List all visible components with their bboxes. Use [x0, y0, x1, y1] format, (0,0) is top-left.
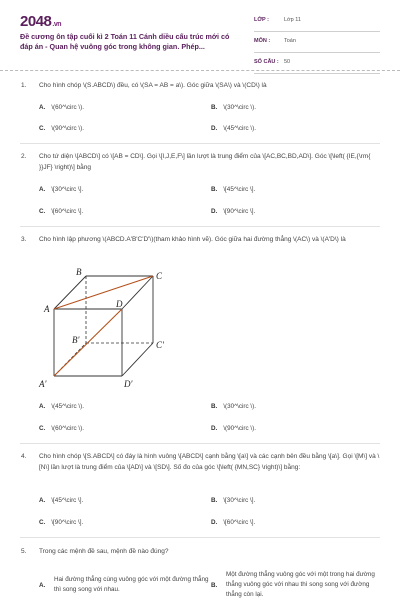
document-title: Đề cương ôn tập cuối kì 2 Toán 11 Cánh diều cấu trúc mới có đáp án - Quan hệ vuông góc trong không gian. Phép... [20, 32, 230, 51]
document-meta [254, 14, 380, 77]
option-key: B. [211, 582, 218, 589]
option-text: \[30^\circ \]. [223, 497, 256, 504]
option-b[interactable] [211, 186, 255, 193]
site-logo[interactable] [20, 13, 61, 30]
option-key: C. [39, 125, 46, 132]
header-divider [0, 70, 400, 71]
option-text: \[90^\circ \]. [223, 208, 256, 215]
option-text: \(60^\circ \). [51, 425, 85, 432]
option-text: \[60^\circ \]. [51, 208, 84, 215]
option-key: A. [39, 497, 46, 504]
label-a1: A' [39, 379, 47, 389]
logo-text: 2048 [20, 13, 52, 30]
option-text: \(90^\circ \). [223, 425, 257, 432]
option-text: \(90^\circ \). [51, 125, 85, 132]
line-a1d [54, 309, 122, 376]
option-text: \(45^\circ \). [223, 125, 257, 132]
question-number: 4. [21, 453, 27, 460]
line-ac [54, 276, 153, 309]
question-number: 2. [21, 153, 27, 160]
option-text: Một đường thẳng vuông góc với một trong hai đường thẳng vuông góc với nhau thì song song với đường thẳng còn lại. [226, 571, 375, 598]
label-d1: D' [124, 379, 133, 389]
meta-row-class [254, 14, 380, 32]
option-d[interactable] [211, 425, 256, 432]
option-key: D. [211, 519, 218, 526]
label-b: B [76, 267, 82, 277]
question-5 [0, 546, 400, 557]
option-text: \[45^\circ \]. [223, 186, 256, 193]
option-key: D. [211, 125, 218, 132]
meta-value: Toán [284, 38, 296, 44]
question-text: Cho hình lập phương \(ABCD.A'B'C'D'\)(tham khảo hình vẽ). Góc giữa hai đường thẳng \(AC\) và \(A'D\) là [39, 236, 346, 243]
logo-suffix: .vn [52, 21, 61, 28]
meta-value: Lớp 11 [284, 17, 301, 23]
option-key: D. [211, 208, 218, 215]
label-c1: C' [156, 340, 164, 350]
option-c[interactable] [39, 125, 84, 132]
cube-figure [36, 266, 176, 392]
option-text: \[90^\circ \]. [51, 519, 84, 526]
meta-row-count [254, 56, 380, 74]
option-text: \(60^\circ \). [51, 104, 85, 111]
option-c[interactable] [39, 519, 83, 526]
label-a: A [44, 304, 50, 314]
option-key: D. [211, 425, 218, 432]
meta-label: SỐ CÂU : [254, 59, 279, 65]
option-c[interactable] [39, 425, 84, 432]
question-4 [0, 451, 400, 473]
label-d: D [116, 299, 123, 309]
question-text: Cho tứ diện \[ABCD\] có \[AB = CD\]. Gọi \[I,J,E,F\] lần lượt là trung điểm của \[AC,BC,BD,AD\]. Góc \[\left( {IE,{\rm{ }}JF} \right)\] bằng [39, 153, 371, 171]
question-text: Cho hình chóp \(S.ABCD\) đều, có \(SA = AB = a\). Góc giữa \(SA\) và \(CD\) là [39, 82, 267, 89]
meta-label: LỚP : [254, 17, 269, 23]
question-divider [20, 443, 380, 444]
option-text: \[45^\circ \]. [51, 497, 84, 504]
question-text: Trong các mệnh đề sau, mệnh đề nào đúng? [39, 548, 169, 555]
option-text: \(30^\circ \). [223, 104, 257, 111]
label-c: C [156, 271, 163, 281]
option-key: A. [39, 582, 46, 589]
option-key: B. [211, 186, 218, 193]
option-b[interactable] [211, 497, 255, 504]
question-text: Cho hình chóp \[S.ABCD\] có đáy là hình vuông \[ABCD\] cạnh bằng \[a\] và các cạnh bên đều bằng \[a\]. Gọi \[M\] và \[N\] lần lượt là trung điểm của \[AD\] và \[SD\]. Số đo của góc \[\left( {MN,SC} \right)\] bằng: [39, 453, 380, 471]
question-3 [0, 234, 400, 245]
option-text: Hai đường thẳng cùng vuông góc với một đường thẳng thì song song với nhau. [54, 576, 209, 593]
option-b[interactable] [211, 570, 381, 600]
option-key: A. [39, 104, 46, 111]
meta-value: 50 [284, 59, 291, 65]
option-d[interactable] [211, 208, 255, 215]
question-divider [20, 537, 380, 538]
option-d[interactable] [211, 519, 255, 526]
option-a[interactable] [39, 575, 209, 595]
highlighted-lines [54, 276, 153, 376]
edge-d1c1 [122, 343, 153, 376]
option-key: B. [211, 104, 218, 111]
option-text: \[60^\circ \]. [223, 519, 256, 526]
option-a[interactable] [39, 104, 84, 111]
option-b[interactable] [211, 104, 256, 111]
option-text: \(45^\circ \). [51, 403, 85, 410]
question-number: 5. [21, 548, 27, 555]
document-header [0, 0, 400, 68]
option-c[interactable] [39, 208, 83, 215]
label-b1: B' [72, 335, 80, 345]
option-key: A. [39, 186, 46, 193]
option-key: B. [211, 497, 218, 504]
option-a[interactable] [39, 403, 84, 410]
question-divider [20, 143, 380, 144]
question-divider [20, 226, 380, 227]
option-a[interactable] [39, 497, 83, 504]
option-key: C. [39, 425, 46, 432]
question-number: 1. [21, 82, 27, 89]
meta-label: MÔN : [254, 38, 271, 44]
option-key: B. [211, 403, 218, 410]
meta-row-subject [254, 35, 380, 53]
question-2 [0, 151, 400, 173]
option-key: C. [39, 208, 46, 215]
question-number: 3. [21, 236, 27, 243]
question-1 [0, 80, 400, 91]
option-text: \[30^\circ \]. [51, 186, 84, 193]
option-key: C. [39, 519, 46, 526]
option-text: \(30^\circ \). [223, 403, 257, 410]
option-a[interactable] [39, 186, 83, 193]
option-d[interactable] [211, 125, 256, 132]
option-b[interactable] [211, 403, 256, 410]
option-key: A. [39, 403, 46, 410]
